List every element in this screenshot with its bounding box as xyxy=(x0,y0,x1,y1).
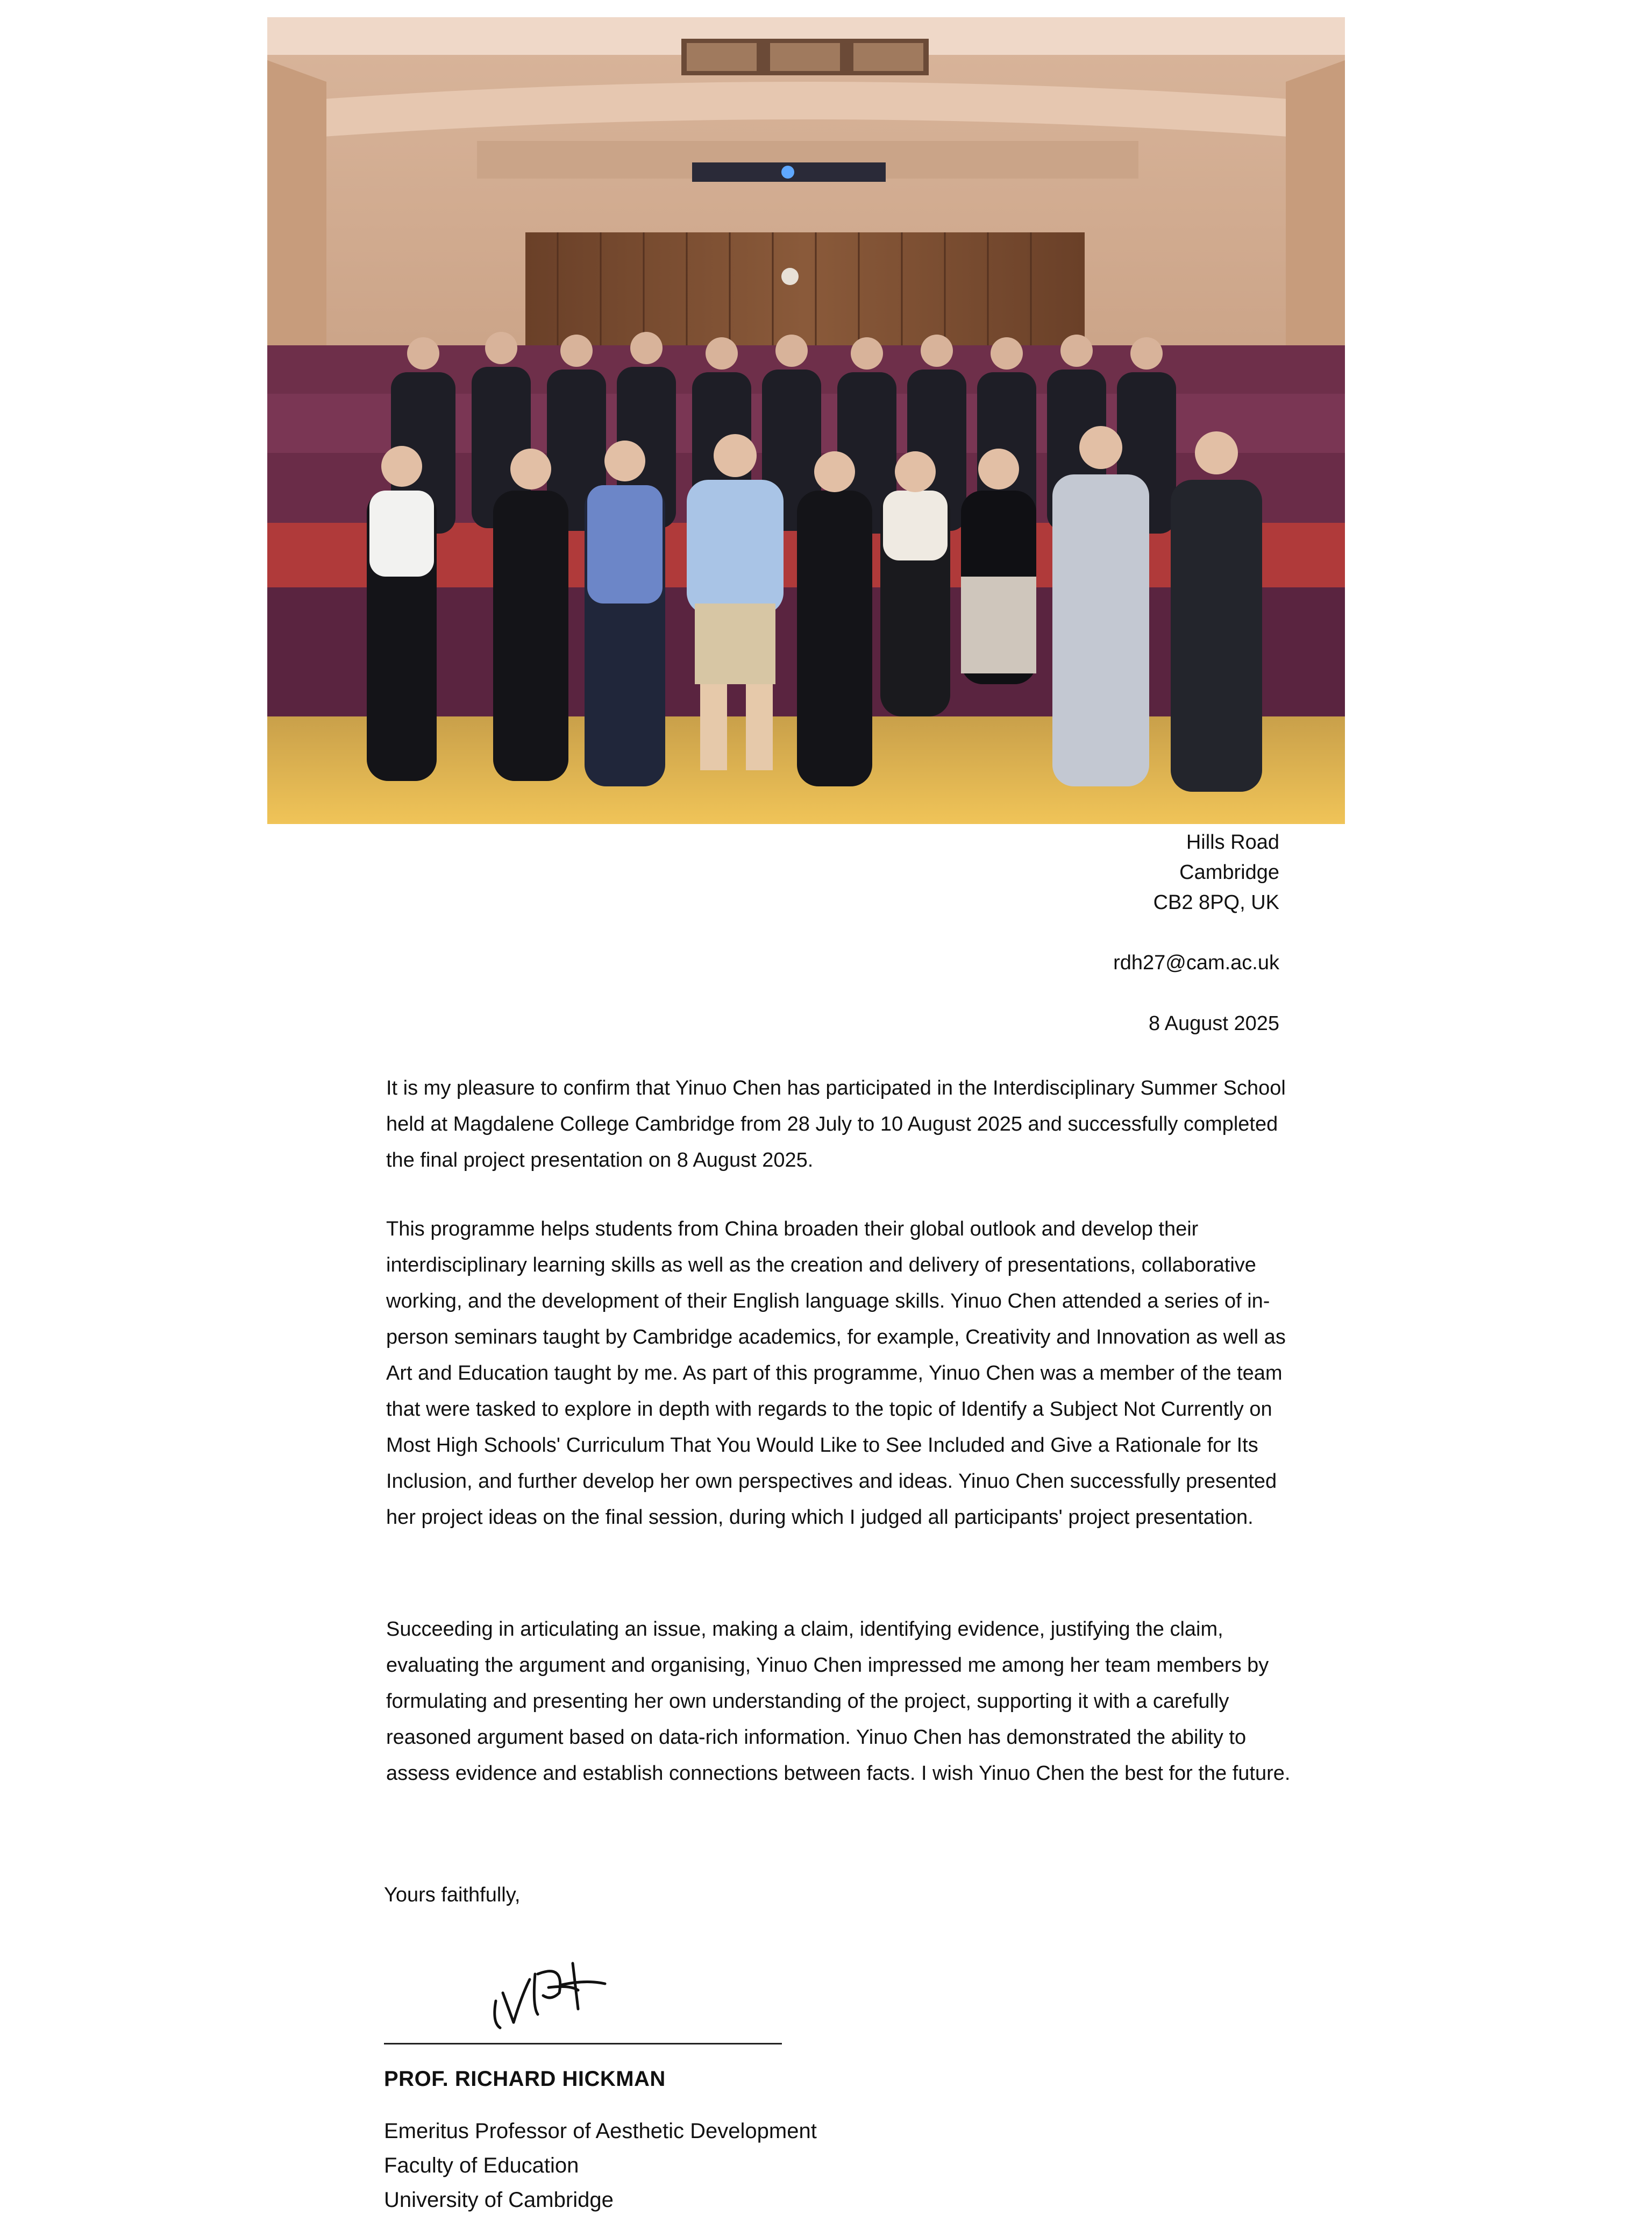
signatory-faculty: Faculty of Education xyxy=(384,2154,579,2177)
closing-salutation: Yours faithfully, xyxy=(384,1884,521,1906)
signature-line xyxy=(384,2043,782,2044)
signatory-university: University of Cambridge xyxy=(384,2188,614,2212)
signatory-title: Emeritus Professor of Aesthetic Development xyxy=(384,2119,817,2143)
address-city: Cambridge xyxy=(1179,861,1279,884)
body-paragraph-1: It is my pleasure to confirm that Yinuo Chen has participated in the Interdisciplinary Summer School held at Magdalene College Cambridge from 28 July to 10 August 2025 and successfully completed the final project presentation on 8 August 2025. xyxy=(386,1077,1286,1172)
address-email: rdh27@cam.ac.uk xyxy=(1113,952,1279,974)
group-photo-lecture-theatre-icon xyxy=(267,17,1345,824)
body-paragraph-3: Succeeding in articulating an issue, making a claim, identifying evidence, justifying the claim, evaluating the argument and organising, Yinuo Chen impressed me among her team members by formulating and presenting her own understanding of the project, supporting it with a carefully reasoned argument based on data-rich information. Yinuo Chen has demonstrated the ability to assess evidence and establish connections between facts. I wish Yinuo Chen the best for the future. xyxy=(386,1618,1291,1785)
body-paragraph-2: This programme helps students from China broaden their global outlook and develop their interdisciplinary learning skills as well as the creation and delivery of presentations, collaborative working, and the development of their English language skills. Yinuo Chen attended a series of in-person seminars taught by Cambridge academics, for example, Creativity and Innovation as well as Art and Education taught by me. As part of this programme, Yinuo Chen was a member of the team that were tasked to explore in depth with regards to the topic of Identify a Subject Not Currently on Most High Schools' Curriculum That You Would Like to See Included and Give a Rationale for Its Inclusion, and further develop her own perspectives and ideas. Yinuo Chen successfully presented her project ideas on the final session, during which I judged all participants' project presentation. xyxy=(386,1218,1286,1529)
letter-date: 8 August 2025 xyxy=(1149,1012,1279,1035)
group-photo xyxy=(267,17,1345,824)
signatory-name: PROF. RICHARD HICKMAN xyxy=(384,2067,666,2091)
address-postcode: CB2 8PQ, UK xyxy=(1153,891,1279,914)
address-street: Hills Road xyxy=(1186,831,1279,854)
handwritten-signature-icon xyxy=(484,1942,624,2033)
